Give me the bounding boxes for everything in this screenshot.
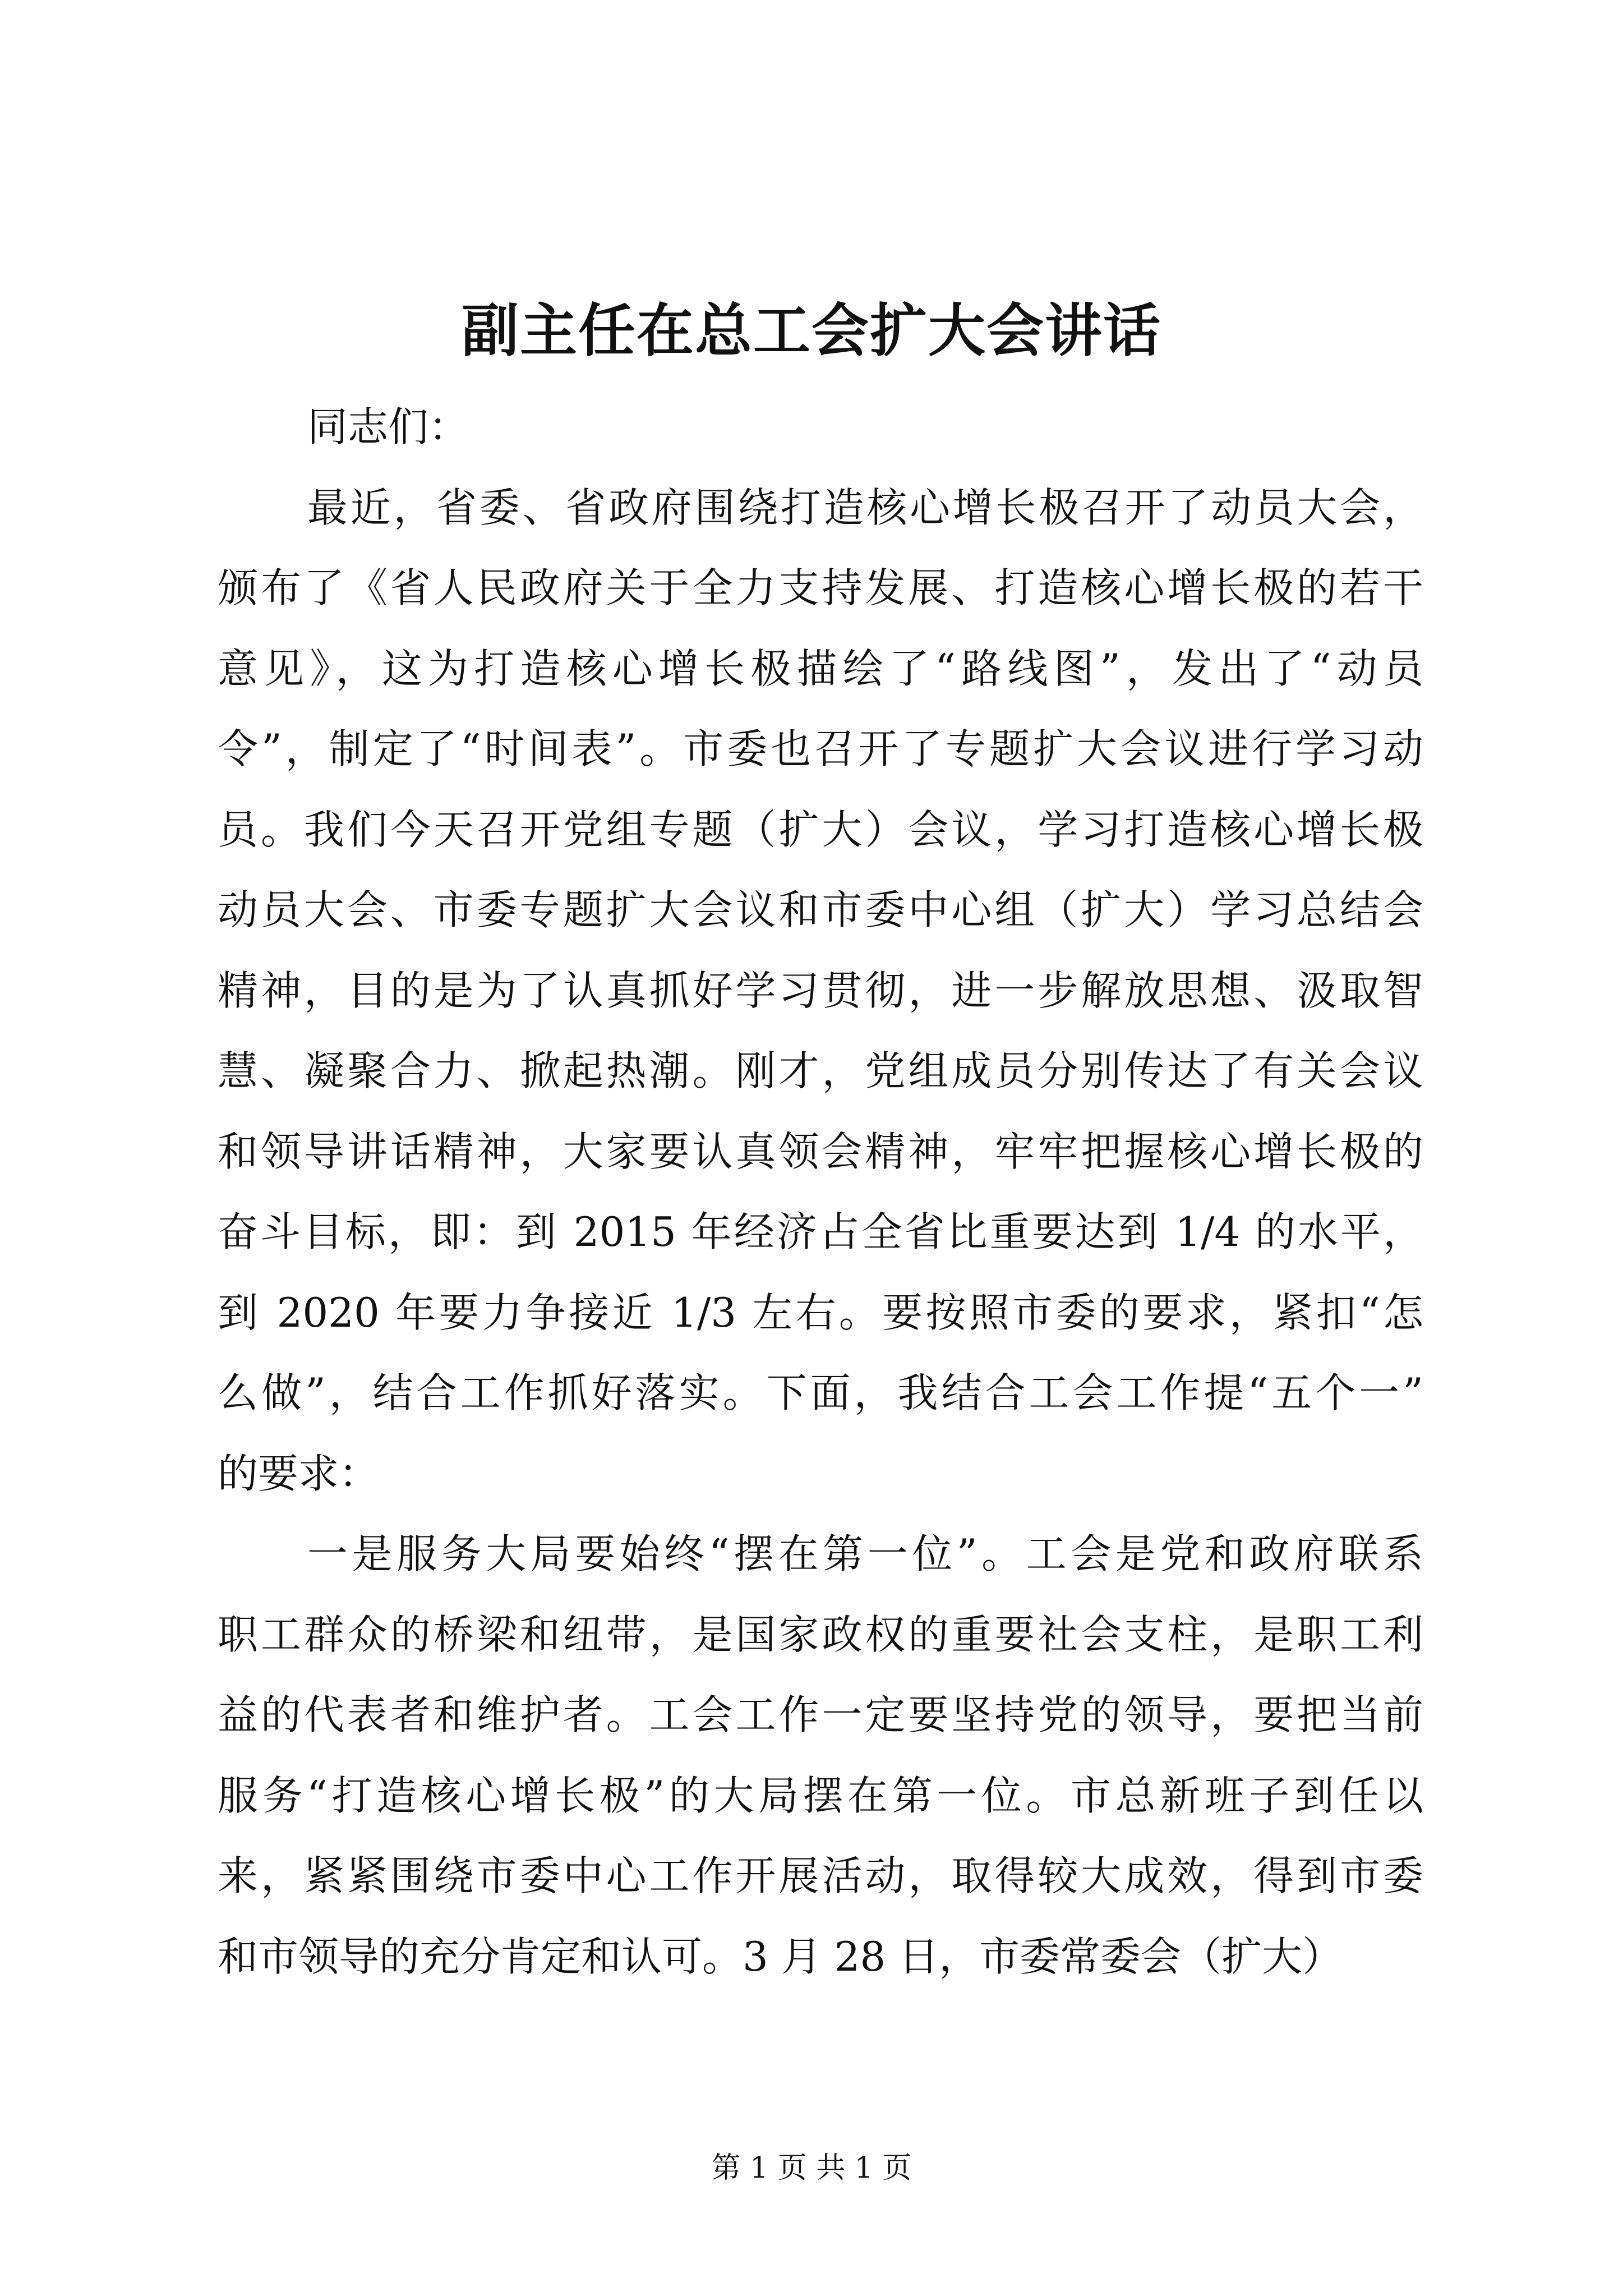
document-title: 副主任在总工会扩大会讲话 xyxy=(462,297,1161,365)
paragraph-line: 一是服务大局要始终“摆在第一位”。工会是党和政府联系 xyxy=(307,1530,1423,1577)
paragraph-line: 最近，省委、省政府围绕打造核心增长极召开了动员大会， xyxy=(307,484,1423,531)
paragraph-line: 员。我们今天召开党组专题（扩大）会议，学习打造核心增长极 xyxy=(218,806,1423,853)
paragraph-line: 服务“打造核心增长极”的大局摆在第一位。市总新班子到任以 xyxy=(218,1772,1423,1819)
paragraph-line: 精神，目的是为了认真抓好学习贯彻，进一步解放思想、汲取智 xyxy=(218,967,1423,1014)
paragraph-line: 的要求： xyxy=(218,1450,380,1497)
salutation-line: 同志们： xyxy=(307,403,469,450)
paragraph-line: 么做”，结合工作抓好落实。下面，我结合工会工作提“五个一” xyxy=(218,1369,1423,1416)
paragraph-line: 和领导讲话精神，大家要认真领会精神，牢牢把握核心增长极的 xyxy=(218,1128,1423,1175)
paragraph-line: 颁布了《省人民政府关于全力支持发展、打造核心增长极的若干 xyxy=(218,564,1423,611)
paragraph-line: 慧、凝聚合力、掀起热潮。刚才，党组成员分别传达了有关会议 xyxy=(218,1047,1423,1094)
page-footer: 第 1 页 共 1 页 xyxy=(711,2151,912,2185)
paragraph-line: 奋斗目标，即：到 2015 年经济占全省比重要达到 1/4 的水平， xyxy=(218,1208,1423,1255)
paragraph-line: 意见》，这为打造核心增长极描绘了“路线图”，发出了“动员 xyxy=(218,645,1423,692)
paragraph-line: 到 2020 年要力争接近 1/3 左右。要按照市委的要求，紧扣“怎 xyxy=(218,1289,1423,1336)
paragraph-line: 益的代表者和维护者。工会工作一定要坚持党的领导，要把当前 xyxy=(218,1691,1423,1738)
paragraph-line: 来，紧紧围绕市委中心工作开展活动，取得较大成效，得到市委 xyxy=(218,1852,1423,1899)
paragraph-line: 和市领导的充分肯定和认可。3 月 28 日，市委常委会（扩大） xyxy=(218,1932,1343,1980)
document-body xyxy=(218,387,1423,1997)
paragraph-line: 令”，制定了“时间表”。市委也召开了专题扩大会议进行学习动 xyxy=(218,725,1423,772)
paragraph-line: 职工群众的桥梁和纽带，是国家政权的重要社会支柱，是职工利 xyxy=(218,1611,1423,1658)
paragraph-line: 动员大会、市委专题扩大会议和市委中心组（扩大）学习总结会 xyxy=(218,886,1423,933)
